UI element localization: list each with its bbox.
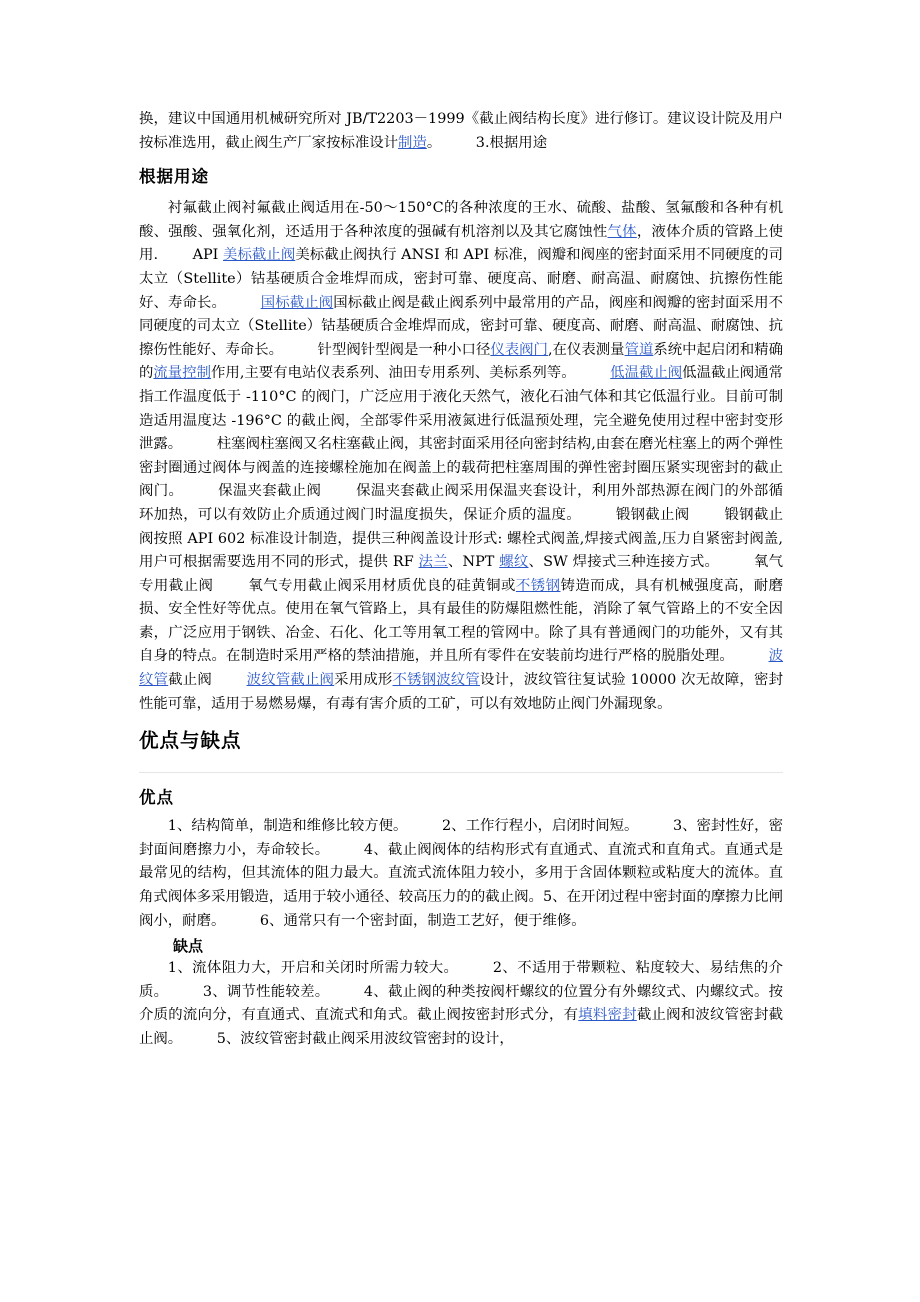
usage-text: 美标截止阀执行 ANSI 和 API 标准，阀瓣和阀座的密封面采用不同硬度的司太立（Stellite）钴基硬质合金堆焊而成，密封可靠、硬度高、耐磨、耐高温、耐腐蚀、抗擦伤性能好、寿命长。 xyxy=(139,247,783,311)
section-heading-pros-cons: 优点与缺点 xyxy=(139,729,242,753)
document-page xyxy=(139,108,783,1052)
usage-text: 低温截止阀通常指工作温度低于 -110°C 的阀门，广泛应用于液化天然气，液化石油气体和其它低温行业。目前可制造适用温度达 -196°C 的截止阀，全部零件采用液氮进行低温预处理，完全避免使用过程中密封变形泄露。 xyxy=(139,365,783,453)
usage-text: 国标截止阀是截止阀系列中最常用的产品，阀座和阀瓣的密封面采用不同硬度的司太立（Stellite）钴基硬质合金堆焊而成，密封可靠、硬度高、耐磨、耐高温、耐腐蚀、抗擦伤性能好、寿命长。 xyxy=(139,294,783,358)
usage-text: 作用,主要有电站仪表系列、油田专用系列、美标系列等。 xyxy=(211,365,576,382)
usage-text: 、NPT xyxy=(447,554,500,571)
usage-text: 采用成形 xyxy=(334,672,393,689)
usage-text: ,在仪表测量 xyxy=(547,341,625,358)
usage-text: 氧气专用截止阀采用材质优良的硅黄铜或 xyxy=(247,577,516,594)
link-manufacture[interactable]: 制造 xyxy=(398,134,427,151)
pros-text: 4、截止阀阀体的结构形式有直通式、直流式和直角式。直通式是最常见的结构，但其流体的阻力最大。直流式流体阻力较小，多用于含固体颗粒或粘度大的流体。直角式阀体多采用锻造，适用于较小通径、较高压力的的截止阀。5、在开闭过程中密封面的摩擦力比闸阀小，耐磨。 xyxy=(139,841,783,929)
pros-text: 2、工作行程小，启闭时间短。 xyxy=(442,818,639,835)
usage-text: 锻钢截止阀 xyxy=(615,506,690,523)
cons-text: 截止阀和波纹管密封截止阀。 xyxy=(139,1007,783,1047)
link-stainless-bellows[interactable]: 不锈钢波纹管 xyxy=(392,672,480,689)
link-flow-control[interactable]: 流量控制 xyxy=(153,365,212,382)
usage-paragraph xyxy=(139,197,783,716)
link-gas[interactable]: 气体 xyxy=(607,223,637,240)
subheading-pros: 优点 xyxy=(139,788,174,808)
link-flange[interactable]: 法兰 xyxy=(418,554,448,571)
cons-text: 3、调节性能较差。 xyxy=(202,983,330,1000)
intro-next-heading: 3.根据用途 xyxy=(475,134,548,151)
cons-text: 2、不适用于带颗粒、粘度较大、易结焦的介质。 xyxy=(139,960,783,1000)
link-bellows-globe-valve[interactable]: 波纹管截止阀 xyxy=(246,672,335,689)
intro-paragraph xyxy=(139,108,783,155)
link-bellows[interactable]: 波纹管 xyxy=(139,648,783,689)
intro-text-end: 。 xyxy=(426,134,442,151)
cons-paragraph xyxy=(139,957,783,1051)
usage-text: 截止阀 xyxy=(168,672,212,689)
usage-text: 铸造而成，具有机械强度高，耐磨损、安全性好等优点。使用在氧气管路上，具有最佳的防爆阻燃性能，消除了氧气管路上的不安全因素，广泛应用于钢铁、冶金、石化、化工等用氧工程的管网中。除了具有普通阀门的功能外，又有其自身的特点。在制造时采用严格的禁油措施，并且所有零件在安装前均进行严格的脱脂处理。 xyxy=(139,577,783,665)
pros-paragraph xyxy=(139,815,783,933)
cons-text: 1、流体阻力大，开启和关闭时所需力较大。 xyxy=(167,960,459,977)
link-cryogenic-globe-valve[interactable]: 低温截止阀 xyxy=(610,365,683,382)
usage-text: 系统中起启闭和精确的 xyxy=(139,341,783,382)
usage-text: 锻钢截止阀按照 API 602 标准设计制造，提供三种阀盖设计形式: 螺栓式阀盖,焊接式阀盖,压力自紧密封阀盖,用户可根据需要选用不同的形式，提供 RF xyxy=(139,506,783,571)
divider xyxy=(139,772,783,773)
cons-text: 4、截止阀的种类按阀杆螺纹的位置分有外螺纹式、内螺纹式。按介质的流向分，有直通式、直流式和角式。截止阀按密封形式分，有 xyxy=(139,983,783,1024)
usage-text: 设计，波纹管往复试验 10000 次无故障，密封性能可靠，适用于易燃易爆，有毒有害介质的工矿，可以有效地防止阀门外漏现象。 xyxy=(139,672,783,712)
usage-text: ，液体介质的管路上使用. xyxy=(139,223,783,264)
link-pipe[interactable]: 管道 xyxy=(624,341,654,358)
pros-text: 3、密封性好，密封面间磨擦力小，寿命较长。 xyxy=(139,818,783,858)
usage-text: API xyxy=(192,247,223,264)
usage-text: 衬氟截止阀衬氟截止阀适用在-50～150°C的各种浓度的王水、硫酸、盐酸、氢氟酸和各种有机酸、强酸、强氧化剂，还适用于各种浓度的强碱有机溶剂以及其它腐蚀性 xyxy=(139,200,783,240)
section-heading-usage: 根据用途 xyxy=(139,167,209,187)
usage-text: 保温夹套截止阀采用保温夹套设计，利用外部热源在阀门的外部循环加热，可以有效防止介质通过阀门时温度损失，保证介质的温度。 xyxy=(139,483,783,523)
usage-text: 、SW 焊接式三种连接方式。 xyxy=(528,554,720,571)
link-gb-globe-valve[interactable]: 国标截止阀 xyxy=(260,294,334,311)
link-stainless-steel[interactable]: 不锈钢 xyxy=(515,577,561,594)
link-packing-seal[interactable]: 填料密封 xyxy=(578,1007,637,1024)
cons-text: 5、波纹管密封截止阀采用波纹管密封的设计， xyxy=(216,1031,514,1047)
usage-text: 柱塞阀柱塞阀又名柱塞截止阀，其密封面采用径向密封结构,由套在磨光柱塞上的两个弹性密封圈通过阀体与阀盖的连接螺栓施加在阀盖上的载荷把柱塞周围的弹性密封圈压紧实现密封的截止阀门。 xyxy=(139,436,783,500)
usage-text: 针型阀针型阀是一种小口径 xyxy=(317,341,491,358)
usage-text: 氧气专用截止阀 xyxy=(139,554,783,594)
pros-text: 6、通常只有一个密封面，制造工艺好，便于维修。 xyxy=(259,912,586,929)
intro-text: 换，建议中国通用机械研究所对 JB/T2203－1999《截止阀结构长度》进行修订。建议设计院及用户按标准选用，截止阀生产厂家按标准设计 xyxy=(139,111,783,151)
subheading-cons: 缺点 xyxy=(173,937,204,956)
link-us-globe-valve[interactable]: 美标截止阀 xyxy=(223,247,296,264)
pros-text: 1、结构简单，制造和维修比较方便。 xyxy=(167,818,408,835)
link-instrument-valve[interactable]: 仪表阀门 xyxy=(490,341,548,358)
usage-text: 保温夹套截止阀 xyxy=(217,483,322,500)
link-thread[interactable]: 螺纹 xyxy=(499,554,529,571)
